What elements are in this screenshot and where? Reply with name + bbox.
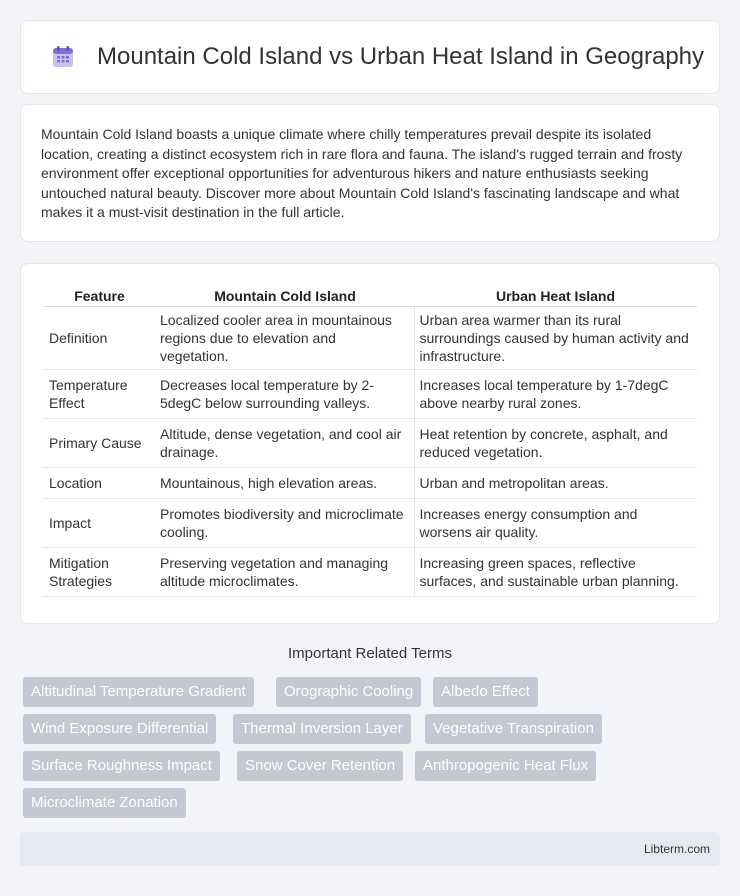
related-term-tag[interactable]: Microclimate Zonation [23, 788, 186, 818]
mountain-cell: Decreases local temperature by 2-5degC below surrounding valleys. [156, 370, 414, 419]
table-row [43, 548, 697, 597]
calendar-icon [49, 43, 77, 71]
table-row [43, 307, 697, 370]
intro-text: Mountain Cold Island boasts a unique climate where chilly temperatures prevail despite its isolated location, creating a distinct ecosystem rich in rare flora and fauna. The island's rugged terrain and frosty environment offer exceptional opportunities for adventurous hikers and nature enthusiasts seeking untouched natural beauty. Discover more about Mountain Cold Island's fascinating landscape and what makes it a must-visit destination in the full article. [41, 126, 683, 220]
mountain-cell: Preserving vegetation and managing altitude microclimates. [156, 548, 414, 597]
feature-cell: Definition [43, 307, 156, 370]
urban-cell: Increases energy consumption and worsens air quality. [414, 499, 697, 548]
page-title: Mountain Cold Island vs Urban Heat Island in Geography [97, 43, 705, 70]
related-term-tag[interactable]: Anthropogenic Heat Flux [415, 751, 596, 781]
related-term-tag[interactable]: Altitudinal Temperature Gradient [23, 677, 254, 707]
related-term-tag[interactable]: Wind Exposure Differential [23, 714, 216, 744]
table-row [43, 419, 697, 468]
feature-cell: Primary Cause [43, 419, 156, 468]
related-term-tag[interactable]: Thermal Inversion Layer [233, 714, 411, 744]
related-term-tag[interactable]: Albedo Effect [433, 677, 538, 707]
footer-site-link[interactable]: Libterm.com [643, 842, 710, 856]
mountain-cell: Mountainous, high elevation areas. [156, 468, 414, 499]
feature-cell: Temperature Effect [43, 370, 156, 419]
mountain-cell: Promotes biodiversity and microclimate cooling. [156, 499, 414, 548]
urban-cell: Increasing green spaces, reflective surfaces, and sustainable urban planning. [414, 548, 697, 597]
feature-cell: Location [43, 468, 156, 499]
urban-cell: Increases local temperature by 1-7degC above nearby rural zones. [414, 370, 697, 419]
table-row [43, 499, 697, 548]
urban-cell: Urban area warmer than its rural surroundings caused by human activity and infrastructure. [414, 307, 697, 370]
intro-card [20, 104, 720, 242]
urban-cell: Heat retention by concrete, asphalt, and reduced vegetation. [414, 419, 697, 468]
table-row [43, 468, 697, 499]
related-terms-title: Important Related Terms [288, 645, 452, 662]
feature-cell: Mitigation Strategies [43, 548, 156, 597]
related-term-tag[interactable]: Orographic Cooling [276, 677, 421, 707]
comparison-table [43, 284, 697, 597]
related-term-tag[interactable]: Snow Cover Retention [237, 751, 403, 781]
related-term-tag[interactable]: Surface Roughness Impact [23, 751, 220, 781]
feature-cell: Impact [43, 499, 156, 548]
footer [20, 832, 720, 866]
column-header-feature: Feature [43, 284, 156, 307]
urban-cell: Urban and metropolitan areas. [414, 468, 697, 499]
header-card [20, 20, 720, 94]
column-header-urban: Urban Heat Island [414, 284, 697, 307]
column-header-mountain: Mountain Cold Island [156, 284, 414, 307]
related-term-tag[interactable]: Vegetative Transpiration [425, 714, 602, 744]
mountain-cell: Altitude, dense vegetation, and cool air drainage. [156, 419, 414, 468]
comparison-table-card [20, 263, 720, 624]
table-row [43, 370, 697, 419]
mountain-cell: Localized cooler area in mountainous regions due to elevation and vegetation. [156, 307, 414, 370]
